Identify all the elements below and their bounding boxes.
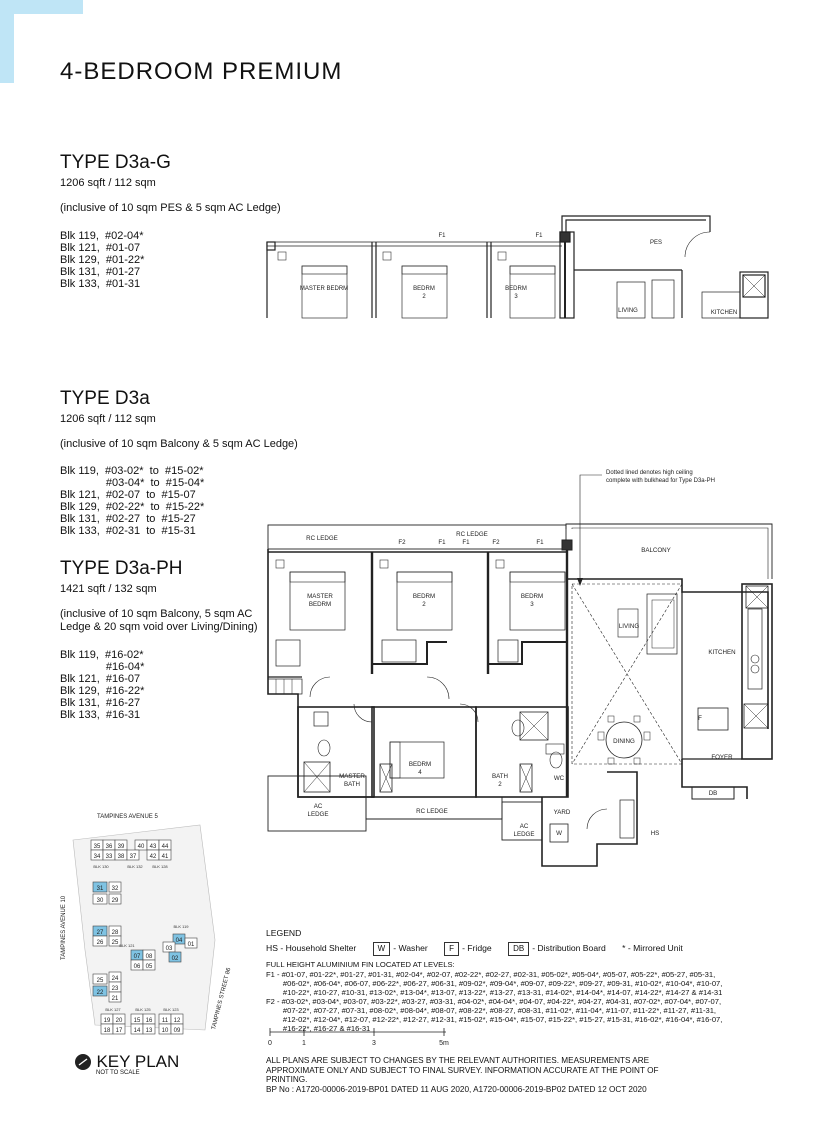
room-label: 2 bbox=[498, 781, 502, 788]
svg-text:37: 37 bbox=[129, 854, 137, 860]
scale-tick: 0 bbox=[268, 1040, 272, 1046]
svg-text:BLK 130: BLK 130 bbox=[93, 864, 109, 869]
svg-text:15: 15 bbox=[133, 1018, 141, 1024]
svg-text:08: 08 bbox=[145, 954, 153, 960]
unit-type-title: TYPE D3a bbox=[60, 388, 150, 409]
svg-text:BLK 125: BLK 125 bbox=[135, 1007, 151, 1012]
fin-f1-list: F1 - #01-07, #01-22*, #01-27, #01-31, #02-04*, #02-07, #02-22*, #02-27, #02-31, #05-02*, #05-04*, #05-07, #05-22*, #05-27, #05-31, #06-02*, #06-04*, #06-07, #06-22*, #06-27, #06-31, #09-02*, #09-04*, #09-07, #09-22*, #09-27, #09-31, #10-02*, #10-04*, #10-07, #10-22*, #10-27, #10-31, #13-02*, #13-04*, #13-07, #13-22*, #13-27, #13-31, #14-02*, #14-04*, #14-07, #14-22*, #14-27 & #14-31 bbox=[266, 970, 723, 997]
page-title: 4-BEDROOM PREMIUM bbox=[60, 58, 343, 85]
svg-text:29: 29 bbox=[111, 898, 119, 904]
block-line: Blk 131, #02-27 to #15-27 bbox=[60, 513, 196, 525]
unit-note: (inclusive of 10 sqm PES & 5 sqm AC Ledge) bbox=[60, 202, 281, 214]
legend-title: LEGEND bbox=[266, 928, 302, 938]
room-label: BEDRM bbox=[308, 601, 332, 608]
room-label: BATH bbox=[491, 773, 509, 780]
legend bbox=[266, 928, 796, 1033]
svg-text:01: 01 bbox=[187, 942, 195, 948]
room-label: MASTER bbox=[307, 593, 333, 600]
unit-d3a-ph bbox=[60, 558, 265, 721]
fin-heading: FULL HEIGHT ALUMINIUM FIN LOCATED AT LEVELS: bbox=[266, 960, 455, 969]
unit-area: 1421 sqft / 132 sqm bbox=[60, 583, 157, 595]
key-plan-subtitle: NOT TO SCALE bbox=[96, 1070, 140, 1076]
svg-text:07: 07 bbox=[133, 954, 141, 960]
room-label: BEDRM bbox=[505, 286, 527, 292]
svg-text:BLK 132: BLK 132 bbox=[127, 864, 143, 869]
living-label: LIVING bbox=[618, 623, 640, 630]
legend-washer-box: W bbox=[373, 942, 391, 956]
road-label: TAMPINES AVENUE 5 bbox=[97, 814, 158, 820]
svg-text:13: 13 bbox=[145, 1028, 153, 1034]
block-line: Blk 119, #03-02* to #15-02* bbox=[60, 465, 204, 477]
floor-plan-d3a bbox=[262, 464, 782, 882]
svg-text:27: 27 bbox=[96, 930, 104, 936]
scale-bar bbox=[266, 1022, 466, 1046]
kitchen-label: KITCHEN bbox=[708, 649, 736, 656]
unit-note: (inclusive of 10 sqm Balcony, 5 sqm AC Ledge & 20 sqm void over Living/Dining) bbox=[60, 608, 258, 633]
svg-text:17: 17 bbox=[115, 1028, 123, 1034]
block-line: #03-04* to #15-04* bbox=[60, 477, 205, 489]
fin-label: F2 bbox=[492, 539, 500, 546]
svg-text:43: 43 bbox=[149, 844, 157, 850]
room-label: BEDRM bbox=[520, 593, 544, 600]
bp-text: BP No : A1720-00006-2019-BP01 DATED 11 AUG 2020, A1720-00006-2019-BP02 DATED 12 OCT 2020 bbox=[266, 1084, 647, 1094]
block-line: Blk 121, #16-07 bbox=[60, 673, 141, 685]
disclaimer bbox=[266, 1056, 696, 1094]
fridge-label: F bbox=[698, 715, 702, 722]
legend-items bbox=[266, 942, 796, 956]
svg-text:40: 40 bbox=[137, 844, 145, 850]
svg-text:16: 16 bbox=[145, 1018, 153, 1024]
unit-type-title: TYPE D3a-G bbox=[60, 152, 171, 173]
wc-label: WC bbox=[553, 775, 565, 782]
scale-tick: 5m bbox=[439, 1040, 449, 1046]
room-label: 3 bbox=[530, 601, 534, 608]
callout-line: Dotted lined denotes high ceiling bbox=[606, 470, 693, 476]
dining-label: DINING bbox=[613, 738, 635, 745]
svg-text:10: 10 bbox=[161, 1028, 169, 1034]
unit-type-title: TYPE D3a-PH bbox=[60, 558, 183, 579]
block-line: Blk 129, #01-22* bbox=[60, 254, 145, 266]
floor-plan-d3a-g bbox=[262, 210, 772, 322]
unit-block-list bbox=[60, 230, 281, 290]
yard-label: YARD bbox=[553, 809, 571, 816]
room-label: LEDGE bbox=[307, 811, 329, 818]
svg-text:30: 30 bbox=[96, 898, 104, 904]
rc-ledge-label: RC LEDGE bbox=[456, 531, 488, 538]
road-label: TAMPINES AVENUE 10 bbox=[61, 895, 67, 960]
balcony-label: BALCONY bbox=[641, 547, 671, 554]
svg-text:44: 44 bbox=[161, 844, 169, 850]
key-plan bbox=[55, 810, 245, 1040]
disclaimer-text: ALL PLANS ARE SUBJECT TO CHANGES BY THE RELEVANT AUTHORITIES. MEASUREMENTS ARE APPROXIMATE ONLY AND SUBJECT TO FINAL SURVEY. INFORMATION ACCURATE AT THE POINT OF PRINTING. bbox=[266, 1056, 659, 1084]
svg-text:BLK 119: BLK 119 bbox=[173, 924, 189, 929]
fin-label: F2 bbox=[398, 539, 406, 546]
room-label: LIVING bbox=[618, 308, 638, 314]
legend-db: - Distribution Board bbox=[532, 943, 606, 953]
callout-line: complete with bulkhead for Type D3a-PH bbox=[606, 478, 715, 484]
fin-label: F1 bbox=[438, 539, 446, 546]
svg-text:05: 05 bbox=[145, 964, 153, 970]
svg-text:35: 35 bbox=[93, 844, 101, 850]
compass-icon bbox=[74, 1053, 92, 1071]
svg-text:25: 25 bbox=[96, 978, 104, 984]
svg-text:24: 24 bbox=[111, 976, 119, 982]
svg-text:06: 06 bbox=[133, 964, 141, 970]
svg-text:19: 19 bbox=[103, 1018, 111, 1024]
block-line: Blk 131, #16-27 bbox=[60, 697, 141, 709]
svg-text:41: 41 bbox=[161, 854, 169, 860]
svg-text:26: 26 bbox=[96, 940, 104, 946]
fin-label: F1 bbox=[535, 233, 543, 239]
svg-text:14: 14 bbox=[133, 1028, 141, 1034]
svg-text:42: 42 bbox=[149, 854, 157, 860]
svg-text:BLK 123: BLK 123 bbox=[163, 1007, 179, 1012]
legend-fridge: - Fridge bbox=[462, 943, 492, 953]
scale-tick: 3 bbox=[372, 1040, 376, 1046]
room-label: MASTER BEDRM bbox=[299, 286, 349, 292]
svg-text:02: 02 bbox=[171, 956, 179, 962]
svg-text:34: 34 bbox=[93, 854, 101, 860]
svg-text:BLK 128: BLK 128 bbox=[152, 864, 168, 869]
svg-text:BLK 127: BLK 127 bbox=[105, 1007, 121, 1012]
block-line: Blk 131, #01-27 bbox=[60, 266, 141, 278]
room-label: 2 bbox=[422, 294, 426, 300]
block-line: Blk 119, #02-04* bbox=[60, 230, 144, 242]
room-label: MASTER bbox=[339, 773, 365, 780]
svg-text:BLK 121: BLK 121 bbox=[119, 943, 135, 948]
fin-label: F1 bbox=[462, 539, 470, 546]
svg-text:36: 36 bbox=[105, 844, 113, 850]
svg-text:25: 25 bbox=[111, 940, 119, 946]
fin-label: F1 bbox=[438, 233, 446, 239]
unit-area: 1206 sqft / 112 sqm bbox=[60, 177, 156, 189]
svg-text:39: 39 bbox=[117, 844, 125, 850]
block-line: Blk 133, #16-31 bbox=[60, 709, 141, 721]
room-label: AC bbox=[519, 823, 529, 830]
block-line: Blk 133, #01-31 bbox=[60, 278, 141, 290]
block-line: Blk 121, #01-07 bbox=[60, 242, 141, 254]
svg-text:33: 33 bbox=[105, 854, 113, 860]
svg-text:32: 32 bbox=[111, 886, 119, 892]
legend-washer: - Washer bbox=[393, 943, 428, 953]
room-label: BEDRM bbox=[413, 286, 435, 292]
block-line: Blk 133, #02-31 to #15-31 bbox=[60, 525, 196, 537]
room-label: 4 bbox=[418, 769, 422, 776]
block-line: Blk 119, #16-02* bbox=[60, 649, 144, 661]
block-line: Blk 129, #02-22* to #15-22* bbox=[60, 501, 205, 513]
room-label: 3 bbox=[514, 294, 518, 300]
room-label: BEDRM bbox=[408, 761, 432, 768]
legend-fridge-box: F bbox=[444, 942, 459, 956]
svg-text:18: 18 bbox=[103, 1028, 111, 1034]
svg-text:31: 31 bbox=[96, 886, 104, 892]
room-label: BEDRM bbox=[412, 593, 436, 600]
svg-text:11: 11 bbox=[161, 1018, 169, 1024]
road-label: TAMPINES STREET 86 bbox=[211, 967, 233, 1031]
svg-text:03: 03 bbox=[165, 946, 173, 952]
fin-f2-list: F2 - #03-02*, #03-04*, #03-07, #03-22*, #03-27, #03-31, #04-02*, #04-04*, #04-07, #04-22*, #04-27, #04-31, #07-02*, #07-04*, #07-07, #07-22*, #07-27, #07-31, #08-02*, #08-04*, #08-07, #08-22*, #08-27, #08-31, #11-02*, #11-04*, #11-07, #11-22*, #11-27, #11-31, #12-02*, #12-04*, #12-07, #12-22*, #12-27, #12-31, #15-02*, #15-04*, #15-07, #15-22*, #15-27, #15-31, #16-02*, #16-04*, #16-07, #16-22*, #16-27 & #16-31 bbox=[266, 997, 723, 1033]
unit-area: 1206 sqft / 112 sqm bbox=[60, 413, 156, 425]
unit-d3a-g bbox=[60, 152, 281, 290]
room-label: AC bbox=[313, 803, 323, 810]
svg-text:12: 12 bbox=[173, 1018, 181, 1024]
rc-ledge-label: RC LEDGE bbox=[306, 535, 338, 542]
svg-text:23: 23 bbox=[111, 986, 119, 992]
key-plan-title: KEY PLAN bbox=[96, 1052, 180, 1071]
foyer-label: FOYER bbox=[711, 754, 733, 761]
room-label: PES bbox=[649, 240, 663, 246]
svg-text:04: 04 bbox=[175, 938, 183, 944]
svg-text:21: 21 bbox=[111, 996, 119, 1002]
unit-block-list bbox=[60, 649, 265, 721]
room-label: KITCHEN bbox=[710, 310, 738, 316]
unit-note: (inclusive of 10 sqm Balcony & 5 sqm AC Ledge) bbox=[60, 438, 298, 450]
legend-mirror-star: * bbox=[622, 943, 626, 953]
svg-text:20: 20 bbox=[115, 1018, 123, 1024]
room-label: 2 bbox=[422, 601, 426, 608]
svg-text:28: 28 bbox=[111, 930, 119, 936]
rc-ledge-label: RC LEDGE bbox=[416, 808, 448, 815]
fin-label: F1 bbox=[536, 539, 544, 546]
block-line: Blk 121, #02-07 to #15-07 bbox=[60, 489, 196, 501]
room-label: BATH bbox=[343, 781, 361, 788]
washer-label: W bbox=[556, 830, 562, 837]
block-line: #16-04* bbox=[60, 661, 145, 673]
block-line: Blk 129, #16-22* bbox=[60, 685, 145, 697]
key-plan-title-group bbox=[74, 1052, 179, 1076]
svg-text:22: 22 bbox=[96, 990, 104, 996]
legend-hs: HS - Household Shelter bbox=[266, 943, 357, 953]
svg-text:09: 09 bbox=[173, 1028, 181, 1034]
legend-mirror: - Mirrored Unit bbox=[627, 943, 683, 953]
room-label: LEDGE bbox=[513, 831, 535, 838]
legend-db-box: DB bbox=[508, 942, 529, 956]
svg-text:38: 38 bbox=[117, 854, 125, 860]
db-label: DB bbox=[708, 790, 718, 797]
scale-tick: 1 bbox=[302, 1040, 306, 1046]
hs-label: HS bbox=[650, 830, 660, 837]
